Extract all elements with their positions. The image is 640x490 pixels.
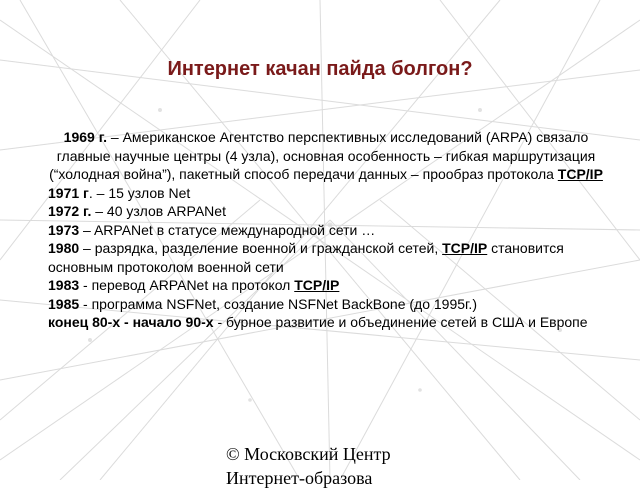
timeline-entry (48, 239, 604, 276)
timeline-entry (48, 313, 604, 332)
entry-protocol-link[interactable]: TCP/IP (442, 240, 488, 256)
timeline-entry (48, 295, 604, 314)
slide-title: Интернет качан пайда болгон? (167, 58, 473, 80)
timeline-entry (48, 276, 604, 295)
timeline-entry (48, 221, 604, 240)
entry-text: . – 15 узлов Net (88, 184, 191, 201)
entry-text: – 40 узлов ARPANet (91, 203, 226, 219)
history-text (48, 128, 604, 332)
entry-text: – ARPANet в статусе международной сети … (79, 221, 376, 238)
entry-year: 1985 (48, 295, 80, 312)
intro-year: 1969 г. (63, 129, 108, 145)
entry-text-after: становится основным протоколом военной сети (48, 240, 564, 275)
entry-text: - программа NSFNet, создание NSFNet BackBone (до 1995г.) (79, 295, 477, 312)
entry-year: 1980 (48, 240, 80, 256)
footer-line-1: © Московский Центр (226, 444, 391, 464)
intro-protocol-link[interactable]: TCP/IP (557, 166, 603, 182)
entry-text: - бурное развитие и объединение сетей в США и Европе (213, 314, 588, 330)
entry-year: конец 80-х - начало 90-х (48, 314, 214, 330)
entry-year: 1971 г (48, 184, 89, 201)
timeline-entry (48, 184, 604, 203)
intro-paragraph (48, 128, 604, 184)
intro-text: – Американское Агентство перспективных исследований (ARPA) связало главные научные центры (4 узла), основная особенность – гибкая маршрутизация (“холодная война”), пакетный способ передачи данных – прообраз протокола (49, 129, 596, 182)
entry-text: – разрядка, разделение военной и гражданской сетей, (79, 240, 443, 256)
timeline-entry (48, 202, 604, 221)
entry-year: 1973 (48, 221, 80, 238)
entry-protocol-link[interactable]: TCP/IP (294, 277, 340, 293)
entry-text: - перевод ARPANet на протокол (79, 277, 295, 293)
copyright-footer (226, 442, 486, 490)
entry-year: 1983 (48, 277, 80, 293)
entry-year: 1972 г. (48, 203, 92, 219)
footer-line-2: Интернет-образова (226, 468, 373, 488)
